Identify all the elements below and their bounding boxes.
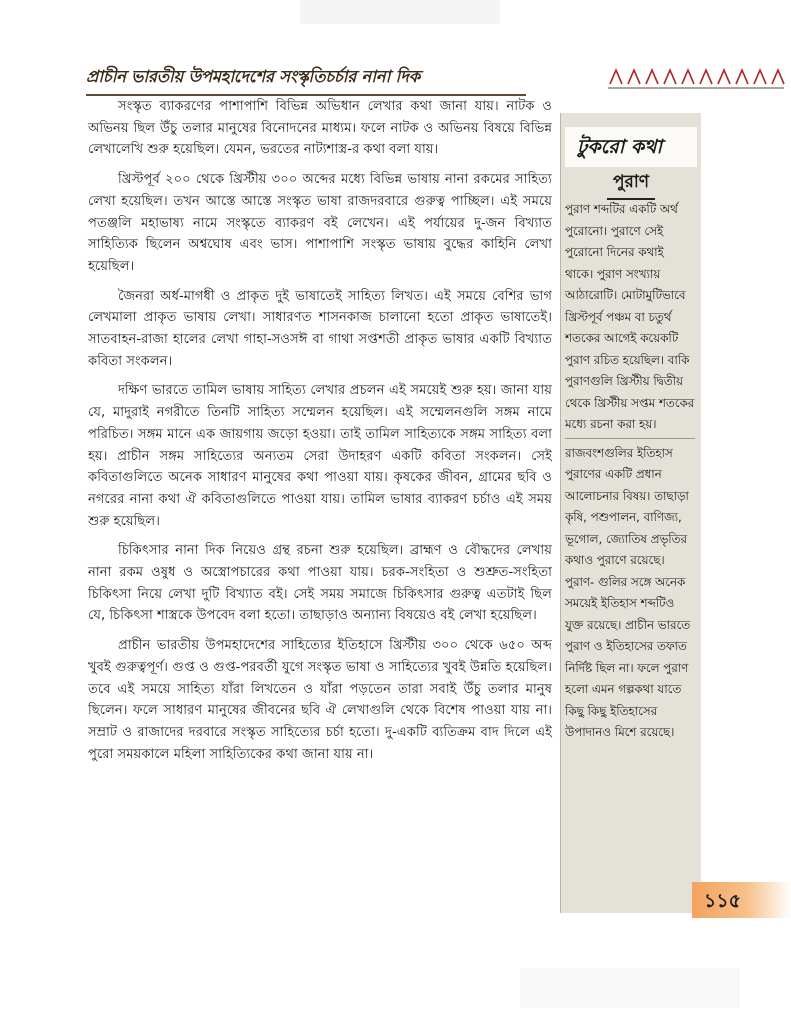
sidebar-heading-wrap [565, 169, 697, 195]
paragraph: চিকিৎসার নানা দিক নিয়েও গ্রন্থ রচনা শুরু হয়েছিল। ব্রাহ্মণ ও বৌদ্ধদের লেখায় নানা রকম ওষুধ ও অস্ত্রোপচারের কথা পাওয়া যায়। চরক-সংহিতা ও শুশ্রুত-সংহিতা চিকিৎসা নিয়ে লেখা দুটি বিখ্যাত বই। সেই সময় সমাজে চিকিৎসার গুরুত্ব এতটাই ছিল যে, চিকিৎসা শাস্ত্রকে উপবেদ বলা হতো। তাছাড়াও অন্যান্য বিষয়েও বই লেখা হয়েছিল। [88, 543, 552, 624]
sidebar-title: টুকরো কথা [577, 136, 662, 158]
page-number-bar [692, 882, 791, 918]
chapter-title: প্রাচীন ভারতীয় উপমহাদেশের সংস্কৃতিচর্চার নানা দিক [86, 67, 420, 86]
decorative-ornament-icon [606, 62, 786, 92]
sidebar-paragraph: রাজবংশগুলির ইতিহাস পুরাণের একটি প্রধান আলোচনার বিষয়। তাছাড়া কৃষি, পশুপালন, বাণিজ্য, ভূগোল, জ্যোতিষ প্রভৃতির কথাও পুরাণে রয়েছে। পুরাণ- গুলির সঙ্গে অনেক সময়েই ইতিহাস শব্দটিও যুক্ত রয়েছে। প্রাচীন ভারতে পুরাণ ও ইতিহাসের তফাত নির্দিষ্ট ছিল না। ফলে পুরাণ হলো এমন গল্পকথা যাতে কিছু কিছু ইতিহাসের উপাদানও মিশে রয়েছে। [565, 445, 691, 739]
sidebar-title-box [565, 127, 697, 167]
paragraph: প্রাচীন ভারতীয় উপমহাদেশের সাহিত্যের ইতিহাসে খ্রিস্টীয় ৩০০ থেকে ৬৫০ অব্দ খুবই গুরুত্বপূর্ণ। গুপ্ত ও গুপ্ত-পরবর্তী যুগে সংস্কৃত ভাষা ও সাহিত্যের খুবই উন্নতি হয়েছিল। তবে এই সময়ে সাহিত্য যাঁরা লিখতেন ও যাঁরা পড়তেন তারা সবাই উঁচু তলার মানুষ ছিলেন। ফলে সাধারণ মানুষের জীবনের ছবি ঐ লেখাগুলি থেকে বিশেষ পাওয়া যায় না। সম্রাট ও রাজাদের দরবারে সংস্কৃত সাহিত্যের চর্চা হতো। দু-একটি ব্যতিক্রম বাদ দিলে এই পুরো সময়কালে মহিলা সাহিত্যিকের কথা জানা যায় না। [88, 638, 552, 762]
paragraph: দক্ষিণ ভারতে তামিল ভাষায় সাহিত্য লেখার প্রচলন এই সময়েই শুরু হয়। জানা যায় যে, মাদুরাই নগরীতে তিনটি সাহিত্য সম্মেলন হয়েছিল। এই সম্মেলনগুলি সঙ্গম নামে পরিচিত। সঙ্গম মানে এক জায়গায় জড়ো হওয়া। তাই তামিল সাহিত্যকে সঙ্গম সাহিত্য বলা হয়। প্রাচীন সঙ্গম সাহিত্যের অন্যতম সেরা উদাহরণ একটি কবিতা সংকলন। সেই কবিতাগুলিতে অনেক সাধারণ মানুষের কথা পাওয়া যায়। কৃষকের জীবন, গ্রামের ছবি ও নগরের নানা কথা ঐ কবিতাগুলিতে পাওয়া যায়। তামিল ভাষার ব্যাকরণ চর্চাও এই সময় শুরু হয়েছিল। [88, 383, 552, 529]
main-text-column [88, 96, 552, 773]
page-number: ১১৫ [704, 890, 741, 912]
paragraph: সংস্কৃত ব্যাকরণের পাশাপাশি বিভিন্ন অভিধান লেখার কথা জানা যায়। নাটক ও অভিনয় ছিল উঁচু তলার মানুষের বিনোদনের মাধ্যম। ফলে নাটক ও অভিনয় বিষয়ে বিভিন্ন লেখালেখি শুরু হয়েছিল। যেমন, ভরতের নাট্যশাস্ত্র-র কথা বলা যায়। [88, 99, 552, 158]
sidebar-box [560, 113, 701, 913]
page-header [86, 58, 704, 100]
sidebar-heading: পুরাণ [607, 169, 655, 200]
sidebar-paragraph: পুরাণ শব্দটির একটি অর্থ পুরোনো। পুরাণে সেই পুরোনো দিনের কথাই থাকে। পুরাণ সংখ্যায় আঠারোটি। মোটামুটিভাবে খ্রিস্টপূর্ব পঞ্চম বা চতুর্থ শতকের আগেই কয়েকটি পুরাণ রচিত হয়েছিল। বাকি পুরাণগুলি খ্রিস্টীয় দ্বিতীয় থেকে খ্রিস্টীয় সপ্তম শতকের মধ্যে রচনা করা হয়। [565, 202, 695, 431]
paragraph: খ্রিস্টপূর্ব ২০০ থেকে খ্রিস্টীয় ৩০০ অব্দের মধ্যে বিভিন্ন ভাষায় নানা রকমের সাহিত্য লেখা হয়েছিল। তখন আস্তে আস্তে সংস্কৃত ভাষা রাজদরবারে গুরুত্ব পাচ্ছিল। এই সময়ে পতঞ্জলি মহাভাষ্য নামে সংস্কৃতে ব্যাকরণ বই লেখেন। এই পর্যায়ের দু-জন বিখ্যাত সাহিত্যিক ছিলেন অশ্বঘোষ এবং ভাস। পাশাপাশি সংস্কৃত ভাষায় বুদ্ধের কাহিনি লেখা হয়েছিল। [88, 172, 552, 274]
sidebar-divider [565, 438, 695, 439]
faint-background-text [520, 968, 740, 1008]
paragraph: জৈনরা অর্ধ-মাগধী ও প্রাকৃত দুই ভাষাতেই সাহিত্য লিখত। এই সময়ে বেশির ভাগ লেখমালা প্রাকৃত ভাষায় লেখা। সাধারণত শাসনকাজ চালানো হতো প্রাকৃত ভাষাতেই। সাতবাহন-রাজা হালের লেখা গাহা-সওসঈ বা গাথা সপ্তশতী প্রাকৃত ভাষার একটি বিখ্যাত কবিতা সংকলন। [88, 288, 552, 369]
faint-background-text [300, 0, 500, 24]
sidebar-text [565, 199, 695, 744]
